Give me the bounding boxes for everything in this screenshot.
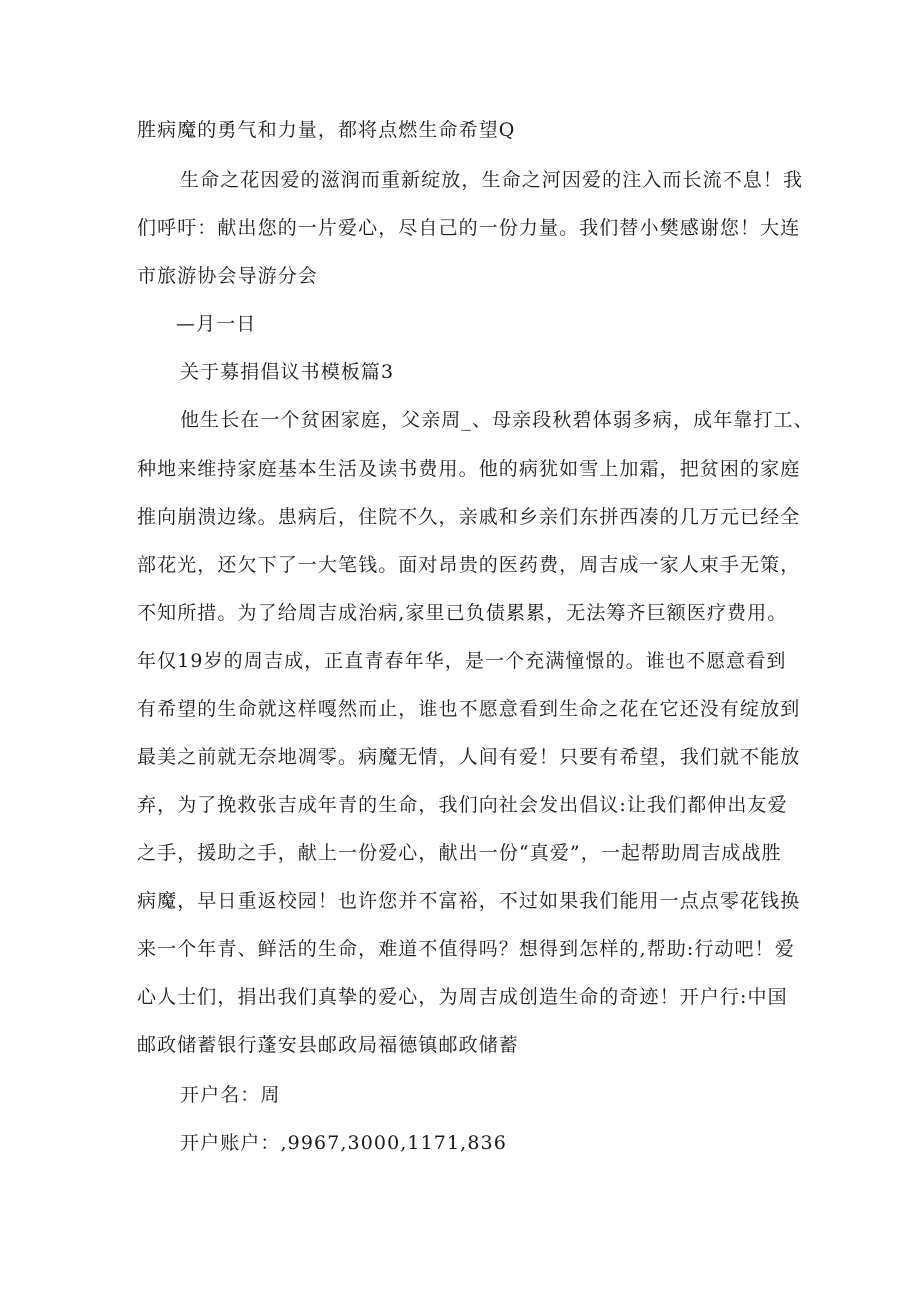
text-line: 胜病魔的勇气和力量，都将点燃生命希望Q <box>137 119 516 141</box>
text-line: 病魔，早日重返校园！也许您并不富裕，不过如果我们能用一点点零花钱换 <box>137 890 801 912</box>
text-line: 部花光，还欠下了一大笔钱。面对昂贵的医药费，周吉成一家人束手无策， <box>137 554 801 576</box>
text-line: 之手，援助之手，献上一份爱心，献出一份“真爱”，一起帮助周吉成战胜 <box>137 842 782 864</box>
text-line: 们呼吁：献出您的一片爱心，尽自己的一份力量。我们替小樊感谢您！大连 <box>137 217 801 239</box>
account-name-line: 开户名：周 <box>180 1084 281 1106</box>
text-line: 生命之花因爱的滋润而重新绽放，生命之河因爱的注入而长流不息！我 <box>180 169 804 191</box>
text-line: 不知所措。为了给周吉成治病,家里已负债累累，无法筹齐巨额医疗费用。 <box>137 602 788 624</box>
text-line: 心人士们，捐出我们真挚的爱心，为周吉成创造生命的奇迹！开户行:中国 <box>137 986 788 1008</box>
date-line: —月一日 <box>176 313 257 335</box>
text-line: 邮政储蓄银行蓬安县邮政局福德镇邮政储蓄 <box>137 1034 519 1056</box>
text-line: 推向崩溃边缘。患病后，住院不久，亲戚和乡亲们东拼西凑的几万元已经全 <box>137 506 801 528</box>
text-line: 来一个年青、鲜活的生命，难道不值得吗？想得到怎样的,帮助:行动吧！爱 <box>137 938 795 960</box>
text-line: 市旅游协会导游分会 <box>137 265 318 287</box>
text-line: 最美之前就无奈地凋零。病魔无情，人间有爱！只要有希望，我们就不能放 <box>137 746 801 768</box>
text-line: 年仅19岁的周吉成，正直青春年华，是一个充满憧憬的。谁也不愿意看到 <box>137 650 787 672</box>
text-line: 他生长在一个贫困家庭，父亲周_、母亲段秋碧体弱多病，成年靠打工、 <box>180 409 814 431</box>
section-heading: 关于募捐倡议书模板篇3 <box>180 361 395 383</box>
text-line: 有希望的生命就这样嘎然而止，谁也不愿意看到生命之花在它还没有绽放到 <box>137 698 801 720</box>
text-line: 弃，为了挽救张吉成年青的生命，我们向社会发出倡议:让我们都伸出友爱 <box>137 794 788 816</box>
account-number-line: 开户账户：,9967,3000,1171,836 <box>180 1132 507 1154</box>
text-line: 种地来维持家庭基本生活及读书费用。他的病犹如雪上加霜，把贫困的家庭 <box>137 458 801 480</box>
